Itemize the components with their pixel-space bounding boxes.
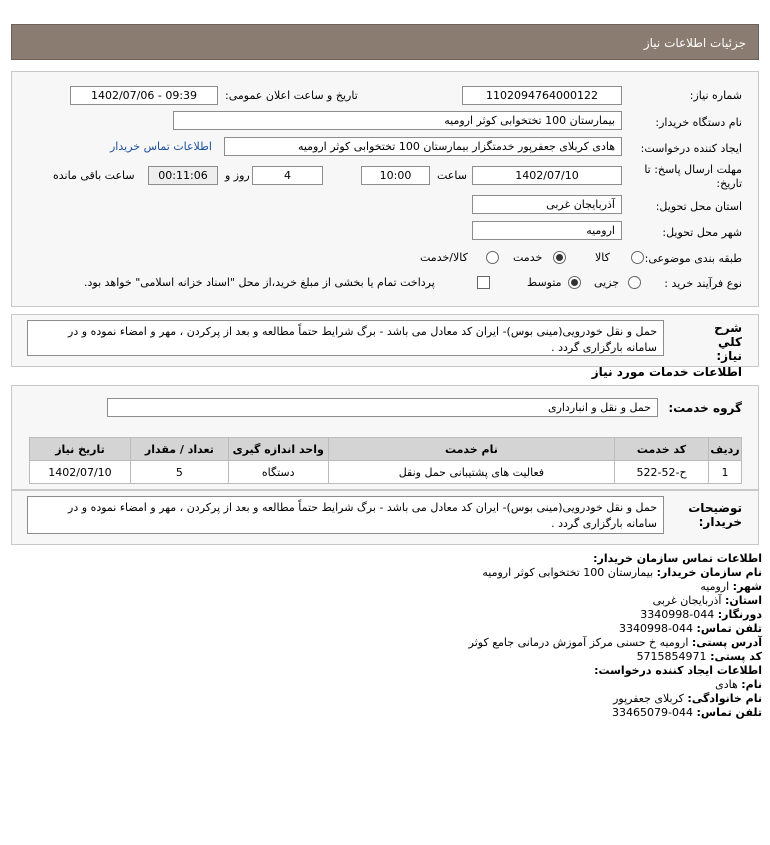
col-quantity: تعداد / مقدار bbox=[130, 438, 228, 461]
buyer-contact-info bbox=[342, 552, 762, 720]
contact-city-value: ارومیه bbox=[700, 580, 730, 593]
cell-service-name: فعالیت های پشتیبانی حمل ونقل bbox=[328, 461, 614, 484]
contact-address-key: آدرس پستی: bbox=[691, 636, 762, 649]
category-goods-label: کالا bbox=[595, 251, 610, 264]
cell-unit: دستگاه bbox=[228, 461, 328, 484]
col-unit: واحد اندازه گیری bbox=[228, 438, 328, 461]
contact-fax-key: دورنگار: bbox=[717, 608, 762, 621]
announce-date-label: تاریخ و ساعت اعلان عمومی: bbox=[225, 89, 358, 102]
process-label: نوع فرآیند خرید : bbox=[664, 277, 742, 290]
process-medium-radio[interactable] bbox=[568, 276, 581, 289]
col-row: ردیف bbox=[709, 438, 742, 461]
contact-city-key: شهر: bbox=[732, 580, 762, 593]
category-goods-service-label: کالا/خدمت bbox=[420, 251, 468, 264]
days-label: روز و bbox=[225, 169, 250, 182]
category-service-label: خدمت bbox=[513, 251, 543, 264]
province-label: استان محل تحویل: bbox=[655, 200, 742, 213]
description-label: شرح کلي نياز: bbox=[714, 321, 742, 363]
creator-name-value: هادی bbox=[715, 678, 738, 691]
contact-province-value: آذربایجان غربی bbox=[652, 594, 722, 607]
creator-family-key: نام خانوادگی: bbox=[687, 692, 762, 705]
creator-phone-value: 044-33465079 bbox=[612, 706, 694, 719]
cell-quantity: 5 bbox=[130, 461, 228, 484]
buyer-notes-label: توضیحات خریدار: bbox=[688, 501, 742, 529]
contact-province-key: استان: bbox=[725, 594, 762, 607]
col-service-code: کد خدمت bbox=[615, 438, 709, 461]
contact-postal-value: 5715854971 bbox=[636, 650, 707, 663]
process-medium-label: متوسط bbox=[527, 276, 562, 289]
treasury-payment-checkbox[interactable] bbox=[477, 276, 490, 289]
treasury-payment-text: پرداخت تمام یا بخشی از مبلغ خرید،از محل "اسناد خزانه اسلامی" خواهد بود. bbox=[84, 276, 435, 289]
need-number-field[interactable]: 1102094764000122 bbox=[462, 86, 622, 105]
col-service-name: نام خدمت bbox=[328, 438, 614, 461]
service-group-label: گروه خدمت: bbox=[668, 401, 742, 415]
creator-field[interactable]: هادی کربلای جعفرپور خدمتگزار بیمارستان 100 تختخوابی کوثر ارومیه bbox=[224, 137, 622, 156]
announce-date-field[interactable]: 1402/07/06 - 09:39 bbox=[70, 86, 218, 105]
process-minor-label: جزیی bbox=[594, 276, 620, 289]
city-field[interactable]: ارومیه bbox=[472, 221, 622, 240]
deadline-date-label: تاریخ: bbox=[716, 177, 742, 190]
contact-org-key: نام سازمان خریدار: bbox=[656, 566, 762, 579]
page-title: جزئیات اطلاعات نیاز bbox=[643, 36, 746, 50]
contact-address-value: ارومیه خ حسنی مرکز آموزش درمانی جامع کوثر bbox=[468, 636, 689, 649]
remaining-label: ساعت باقی مانده bbox=[53, 169, 135, 182]
category-goods-radio[interactable] bbox=[631, 251, 644, 264]
deadline-date-field[interactable]: 1402/07/10 bbox=[472, 166, 622, 185]
contact-phone-value: 044-3340998 bbox=[619, 622, 694, 635]
page-header bbox=[11, 24, 759, 60]
cell-need-date: 1402/07/10 bbox=[30, 461, 131, 484]
remaining-days-field[interactable]: 4 bbox=[252, 166, 323, 185]
buyer-org-field[interactable]: بیمارستان 100 تختخوابی کوثر ارومیه bbox=[173, 111, 622, 130]
service-group-field[interactable]: حمل و نقل و انبارداری bbox=[107, 398, 658, 417]
col-need-date: تاریخ نیاز bbox=[30, 438, 131, 461]
services-table bbox=[29, 437, 742, 484]
deadline-label: مهلت ارسال پاسخ: تا bbox=[644, 163, 742, 176]
creator-family-value: کربلای جعفرپور bbox=[613, 692, 684, 705]
contact-org-value: بیمارستان 100 تختخوابی کوثر ارومیه bbox=[482, 566, 654, 579]
category-service-radio[interactable] bbox=[553, 251, 566, 264]
province-field[interactable]: آذربایجان غربی bbox=[472, 195, 622, 214]
contact-phone-key: تلفن تماس: bbox=[696, 622, 762, 635]
buyer-org-label: نام دستگاه خریدار: bbox=[655, 116, 742, 129]
creator-info-title: اطلاعات ایجاد کننده درخواست: bbox=[594, 664, 762, 677]
need-number-label: شماره نیاز: bbox=[689, 89, 742, 102]
time-label: ساعت bbox=[437, 169, 467, 182]
creator-name-key: نام: bbox=[741, 678, 762, 691]
category-goods-service-radio[interactable] bbox=[486, 251, 499, 264]
remaining-time-field: 00:11:06 bbox=[148, 166, 218, 185]
contact-title: اطلاعات تماس سازمان خریدار: bbox=[593, 552, 762, 565]
category-label: طبقه بندی موضوعی: bbox=[644, 252, 742, 265]
process-minor-radio[interactable] bbox=[628, 276, 641, 289]
buyer-notes-text: حمل و نقل خودرویی(مینی بوس)- ایران کد معادل می باشد - برگ شرایط حتماً مطالعه و بعد از پرکردن ، مهر و امضاء نموده و در سامانه بارگزاری گردد . bbox=[27, 496, 664, 534]
creator-label: ایجاد کننده درخواست: bbox=[640, 142, 742, 155]
city-label: شهر محل تحویل: bbox=[662, 226, 742, 239]
contact-fax-value: 044-3340998 bbox=[640, 608, 715, 621]
services-table-header bbox=[30, 438, 742, 461]
table-row bbox=[30, 461, 742, 484]
services-section-title: اطلاعات خدمات مورد نیاز bbox=[591, 365, 742, 379]
cell-service-code: ح-52-522 bbox=[615, 461, 709, 484]
buyer-contact-link[interactable]: اطلاعات تماس خریدار bbox=[110, 140, 212, 153]
contact-postal-key: کد پستی: bbox=[710, 650, 762, 663]
need-info-panel bbox=[11, 71, 759, 307]
deadline-time-field[interactable]: 10:00 bbox=[361, 166, 430, 185]
creator-phone-key: تلفن تماس: bbox=[696, 706, 762, 719]
cell-row: 1 bbox=[709, 461, 742, 484]
description-text: حمل و نقل خودرویی(مینی بوس)- ایران کد معادل می باشد - برگ شرایط حتماً مطالعه و بعد از پرکردن ، مهر و امضاء نموده و در سامانه بارگزاری گردد . bbox=[27, 320, 664, 356]
